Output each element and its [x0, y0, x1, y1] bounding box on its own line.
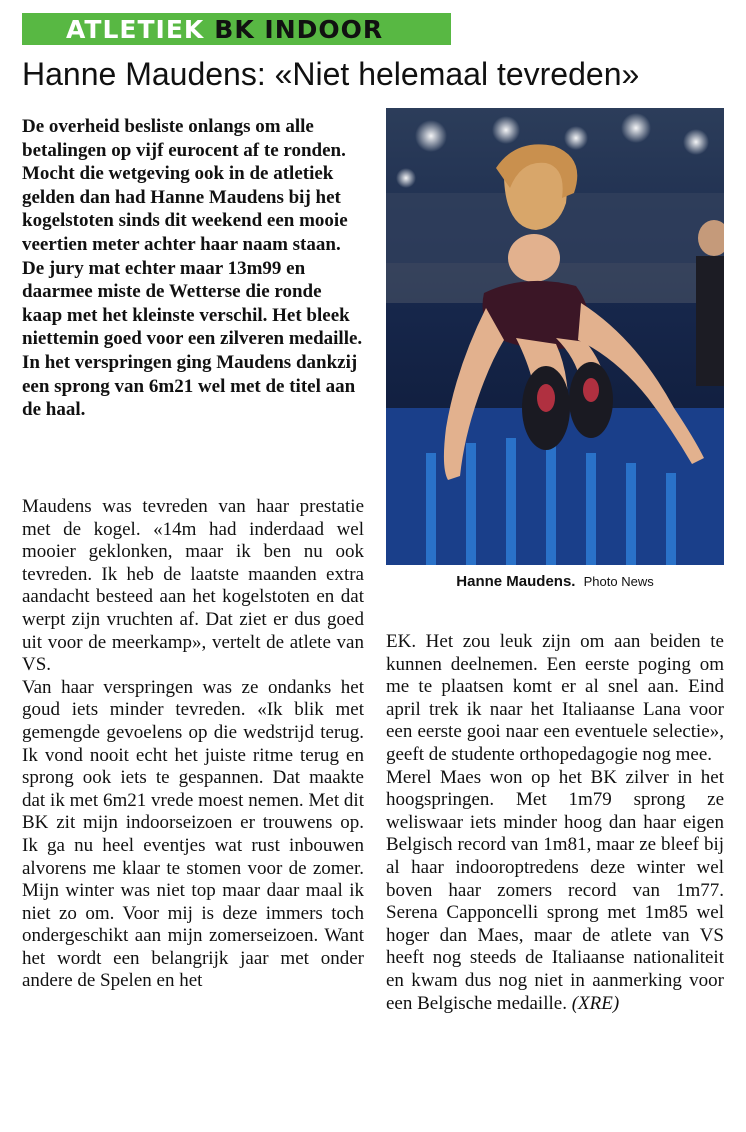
caption-credit: Photo News [583, 574, 654, 589]
athlete-photo [386, 108, 724, 565]
article-intro: De overheid besliste onlangs om alle betalingen op vijf eurocent af te ronden. Mocht die wetgeving ook in de atletiek gelden dan had Hanne Maudens bij het kogelstoten sinds dit weekend een mooie veertien meter achter haar naam staan. De jury mat echter maar 13m99 en daarmee miste de Wetterse die ronde kaap met het kleinste verschil. Het bleek niettemin goed voor een zilveren medaille. In het verspringen ging Maudens dankzij een sprong van 6m21 wel met de titel aan de haal. [22, 116, 363, 421]
body-paragraph: Maudens was tevreden van haar prestatie met de kogel. «14m had inderdaad wel mooier geklonken, maar ik ben nu ook tevreden. Ik heb de laatste maanden extra aandacht besteed aan het kogelstoten en dat werpt zijn vruchten af. Dat ziet er dus goed uit voor de meerkamp», vertelt de atlete van VS. [22, 496, 364, 676]
photo-caption [386, 572, 724, 592]
article-headline: Hanne Maudens: «Niet helemaal tevreden» [22, 56, 640, 92]
body-paragraph-last [386, 767, 724, 1016]
body-paragraph: EK. Het zou leuk zijn om aan beiden te kunnen deelnemen. Een eerste poging om me te plaatsen komt er al snel aan. Eind april trek ik naar het Italiaanse Lana voor een eerste gooi naar een eventuele selectie», geeft de studente orthopedagogie nog mee. [386, 631, 724, 765]
kicker-category: ATLETIEK [66, 14, 205, 44]
body-column-left [22, 496, 364, 993]
caption-name: Hanne Maudens. [456, 573, 576, 590]
long-jump-photo-illustration [386, 108, 724, 565]
body-column-right [386, 631, 724, 1015]
section-kicker [22, 13, 451, 45]
kicker-event: BK INDOOR [214, 14, 384, 44]
body-paragraph: Van haar verspringen was ze ondanks het goud iets minder tevreden. «Ik blik met gemengde gevoelens op die wedstrijd terug. Ik vond nooit echt het juiste ritme terug en sprong ook iets te gespannen. Dat maakte dat ik met 6m21 vrede moest nemen. Met dit BK zit mijn indoorseizoen er trouwens op. Ik ga nu heel eventjes wat rust inbouwen alvorens me klaar te stomen voor de zomer. Mijn winter was niet top maar daar maal ik niet zo om. Voor mij is deze immers toch ondergeschikt aan mijn zomerseizoen. Want het wordt een belangrijk jaar met onder andere de Spelen en het [22, 676, 364, 992]
body-text: Merel Maes won op het BK zilver in het hoogspringen. Met 1m79 sprong ze weliswaar iets minder hoog dan haar eigen Belgisch record van 1m81, maar ze bleef bij al haar indooroptredens deze winter wel boven haar zomers record van 1m77. Serena Capponcelli sprong met 1m85 wel hoger dan Maes, maar de atlete van VS heeft nog steeds de Italiaanse nationaliteit en kwam dus nog niet in aanmerking voor een Belgische medaille. [386, 766, 724, 1014]
author-byline: (XRE) [571, 992, 620, 1014]
